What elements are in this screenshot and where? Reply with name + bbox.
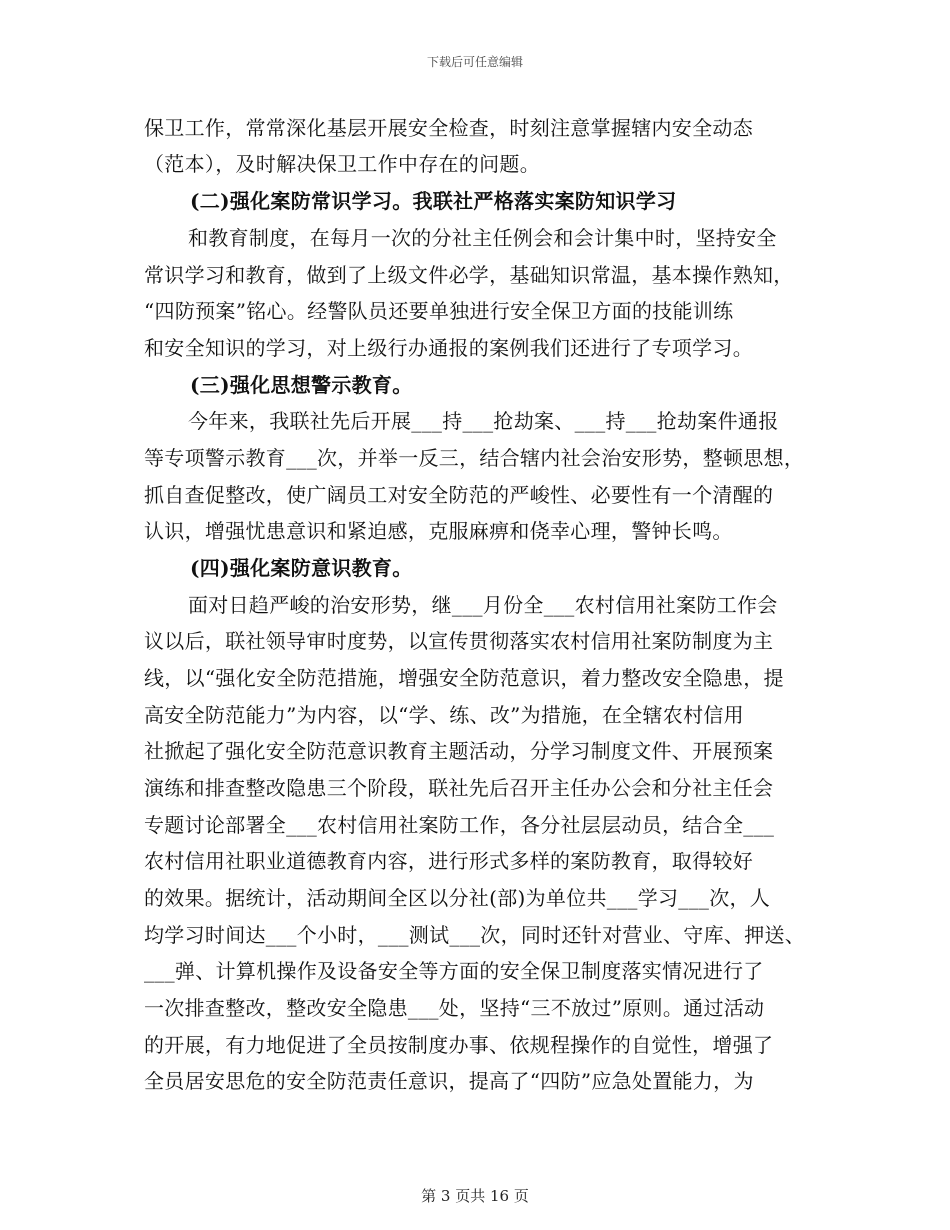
body-line: 农村信用社职业道德教育内容，进行形式多样的案防教育，取得较好 <box>144 849 753 873</box>
body-line: “四防预案”铭心。经警队员还要单独进行安全保卫方面的技能训练 <box>144 299 734 323</box>
page-header: 下载后可任意编辑 <box>426 55 523 69</box>
body-line: 的效果。据统计，活动期间全区以分社(部)为单位共___学习___次，人 <box>144 886 771 910</box>
section-heading: (二)强化案防常识学习。我联社严格落实案防知识学习 <box>190 189 677 213</box>
body-line: 抓自查促整改，使广阔员工对安全防范的严峻性、必要性有一个清醒的 <box>144 483 774 507</box>
body-line: 均学习时间达___个小时，___测试___次，同时还针对营业、守库、押送、 <box>144 923 806 947</box>
body-line: 一次排查整改，整改安全隐患___处，坚持“三不放过”原则。通过活动 <box>144 996 765 1020</box>
body-line: 的开展，有力地促进了全员按制度办事、依规程操作的自觉性，增强了 <box>144 1033 774 1057</box>
body-line: 专题讨论部署全___农村信用社案防工作，各分社层层动员，结合全___ <box>144 813 775 837</box>
body-line: 等专项警示教育___次，并举一反三，结合辖内社会治安形势，整顿思想， <box>144 446 805 470</box>
body-line: 今年来，我联社先后开展___持___抢劫案、___持___抢劫案件通报 <box>188 409 779 433</box>
body-line: 全员居安思危的安全防范责任意识，提高了“四防”应急处置能力，为 <box>144 1069 754 1093</box>
page-footer: 第 3 页共 16 页 <box>421 1187 529 1205</box>
body-line: 演练和排查整改隐患三个阶段，联社先后召开主任办公会和分社主任会 <box>144 776 774 800</box>
body-line: （范本），及时解决保卫工作中存在的问题。 <box>144 152 540 176</box>
body-line: 社掀起了强化安全防范意识教育主题活动，分学习制度文件、开展预案 <box>144 739 774 763</box>
body-line: 议以后，联社领导审时度势，以宣传贯彻落实农村信用社案防制度为主 <box>144 629 774 653</box>
body-line: 和安全知识的学习，对上级行办通报的案例我们还进行了专项学习。 <box>144 336 753 360</box>
body-line: 常识学习和教育，做到了上级文件必学，基础知识常温，基本操作熟知， <box>144 263 794 287</box>
section-heading: (四)强化案防意识教育。 <box>190 556 413 580</box>
body-line: 线，以“强化安全防范措施，增强安全防范意识，着力整改安全隐患，提 <box>144 666 784 690</box>
section-heading: (三)强化思想警示教育。 <box>190 373 413 397</box>
body-line: 认识，增强忧患意识和紧迫感，克服麻痹和侥幸心理，警钟长鸣。 <box>144 519 733 543</box>
body-line: ___弹、计算机操作及设备安全等方面的安全保卫制度落实情况进行了 <box>144 959 764 983</box>
body-line: 和教育制度，在每月一次的分社主任例会和会计集中时，坚持安全 <box>188 226 777 250</box>
body-line: 高安全防范能力”为内容，以“学、练、改”为措施，在全辖农村信用 <box>144 703 744 727</box>
body-line: 面对日趋严峻的治安形势，继___月份全___农村信用社案防工作会 <box>188 593 778 617</box>
body-line: 保卫工作，常常深化基层开展安全检查，时刻注意掌握辖内安全动态 <box>144 116 753 140</box>
